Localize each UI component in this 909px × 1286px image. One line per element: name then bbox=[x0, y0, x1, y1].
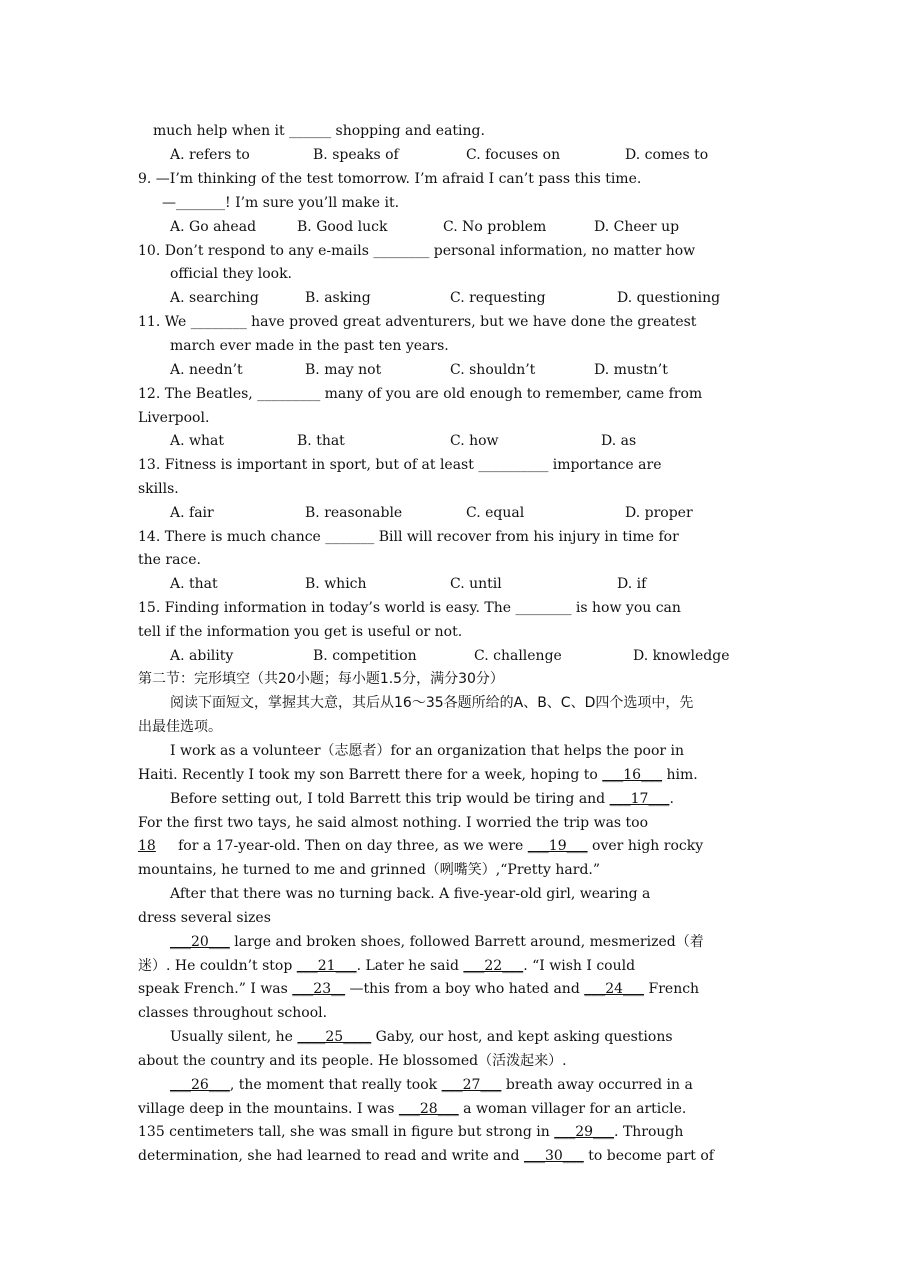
q13-option-d: D. proper bbox=[625, 505, 693, 521]
q9-option-a: A. Go ahead bbox=[170, 219, 257, 235]
blank-24: ___24___ bbox=[584, 981, 645, 997]
q11-option-d: D. mustn’t bbox=[594, 362, 668, 378]
q11-stem: 11. We ________ have proved great adventurers, but we have done the greatest bbox=[138, 314, 697, 330]
section2-instructions-line2: 出最佳选项。 bbox=[138, 719, 222, 735]
passage-text: large and broken shoes, followed Barrett around, mesmerized（着 bbox=[229, 934, 704, 950]
passage-text: breath away occurred in a bbox=[501, 1077, 693, 1093]
passage-text: . bbox=[669, 791, 674, 807]
passage-line bbox=[138, 765, 698, 785]
passage-text: village deep in the mountains. I was bbox=[138, 1101, 399, 1117]
q11-stem-line2: march ever made in the past ten years. bbox=[170, 338, 449, 354]
q8-option-a: A. refers to bbox=[170, 147, 250, 163]
blank-25: ____25____ bbox=[297, 1029, 372, 1045]
q12-option-a: A. what bbox=[170, 433, 224, 449]
q8-option-c: C. focuses on bbox=[466, 147, 561, 163]
passage-line bbox=[138, 979, 699, 999]
passage-line bbox=[138, 836, 703, 856]
q13-stem: 13. Fitness is important in sport, but of at least __________ importance are bbox=[138, 457, 662, 473]
q13-option-b: B. reasonable bbox=[305, 505, 403, 521]
q10-option-a: A. searching bbox=[170, 290, 259, 306]
blank-26: ___26___ bbox=[170, 1077, 230, 1093]
blank-21: ___21___ bbox=[296, 958, 357, 974]
q15-option-c: C. challenge bbox=[474, 648, 562, 664]
blank-18: 18 bbox=[138, 838, 156, 854]
passage-line: I work as a volunteer（志愿者）for an organization that helps the poor in bbox=[170, 743, 685, 759]
q10-stem: 10. Don’t respond to any e-mails ________ personal information, no matter how bbox=[138, 243, 696, 259]
passage-text: for a 17-year-old. Then on day three, as we were bbox=[155, 838, 528, 854]
q12-stem-line2: Liverpool. bbox=[138, 410, 210, 426]
passage-text: . Later he said bbox=[356, 958, 464, 974]
q13-stem-line2: skills. bbox=[138, 481, 179, 497]
passage-line bbox=[170, 789, 674, 809]
passage-line: classes throughout school. bbox=[138, 1005, 328, 1021]
blank-27: ___27___ bbox=[441, 1077, 502, 1093]
passage-line bbox=[170, 1027, 673, 1047]
q9-stem-line2: —_______! I’m sure you’ll make it. bbox=[162, 195, 400, 211]
q9-option-c: C. No problem bbox=[443, 219, 547, 235]
passage-line bbox=[138, 1122, 683, 1142]
passage-line: For the first two tays, he said almost nothing. I worried the trip was too bbox=[138, 815, 649, 831]
q11-option-b: B. may not bbox=[305, 362, 382, 378]
passage-text: , the moment that really took bbox=[229, 1077, 442, 1093]
blank-19: ___19___ bbox=[527, 838, 588, 854]
passage-line: After that there was no turning back. A five-year-old girl, wearing a bbox=[170, 886, 651, 902]
blank-29: ___29___ bbox=[554, 1124, 615, 1140]
passage-text: 迷）. He couldn’t stop bbox=[138, 958, 297, 974]
passage-line bbox=[138, 1146, 714, 1166]
q8-continuation: much help when it ______ shopping and eating. bbox=[153, 123, 485, 139]
passage-text: —this from a boy who hated and bbox=[345, 981, 585, 997]
q15-option-b: B. competition bbox=[313, 648, 417, 664]
passage-text: Gaby, our host, and kept asking questions bbox=[371, 1029, 673, 1045]
passage-text: a woman villager for an article. bbox=[458, 1101, 687, 1117]
q9-stem: 9. —I’m thinking of the test tomorrow. I’m afraid I can’t pass this time. bbox=[138, 171, 642, 187]
q10-option-c: C. requesting bbox=[450, 290, 546, 306]
blank-17: ___17___ bbox=[609, 791, 670, 807]
section2-heading: 第二节：完形填空（共20小题；每小题1.5分，满分30分） bbox=[138, 671, 504, 687]
q13-option-c: C. equal bbox=[466, 505, 525, 521]
passage-text: 135 centimeters tall, she was small in figure but strong in bbox=[138, 1124, 555, 1140]
passage-line bbox=[138, 956, 635, 976]
passage-line: about the country and its people. He blossomed（活泼起来）. bbox=[138, 1053, 567, 1069]
passage-line bbox=[170, 1075, 693, 1095]
blank-23: ___23__ bbox=[292, 981, 346, 997]
q14-option-a: A. that bbox=[170, 576, 218, 592]
q13-option-a: A. fair bbox=[170, 505, 214, 521]
passage-text: Before setting out, I told Barrett this trip would be tiring and bbox=[170, 791, 610, 807]
passage-text: him. bbox=[662, 767, 698, 783]
q15-stem-line2: tell if the information you get is useful or not. bbox=[138, 624, 463, 640]
q14-option-b: B. which bbox=[305, 576, 367, 592]
q8-option-b: B. speaks of bbox=[313, 147, 399, 163]
blank-22: ___22___ bbox=[463, 958, 524, 974]
q12-stem: 12. The Beatles, _________ many of you are old enough to remember, came from bbox=[138, 386, 703, 402]
passage-text: French bbox=[644, 981, 700, 997]
blank-30: ___30___ bbox=[523, 1148, 584, 1164]
passage-text: . Through bbox=[614, 1124, 684, 1140]
q11-option-a: A. needn’t bbox=[170, 362, 243, 378]
passage-text: to become part of bbox=[583, 1148, 714, 1164]
passage-text: over high rocky bbox=[587, 838, 704, 854]
passage-text: Haiti. Recently I took my son Barrett there for a week, hoping to bbox=[138, 767, 603, 783]
q8-option-d: D. comes to bbox=[625, 147, 709, 163]
q9-option-b: B. Good luck bbox=[297, 219, 388, 235]
passage-text: speak French.” I was bbox=[138, 981, 293, 997]
q12-option-c: C. how bbox=[450, 433, 499, 449]
q14-option-c: C. until bbox=[450, 576, 502, 592]
section2-instructions: 阅读下面短文，掌握其大意，其后从16～35各题所给的A、B、C、D四个选项中，先 bbox=[170, 695, 694, 711]
q12-option-b: B. that bbox=[297, 433, 345, 449]
q15-stem: 15. Finding information in today’s world is easy. The ________ is how you can bbox=[138, 600, 681, 616]
q15-option-d: D. knowledge bbox=[633, 648, 730, 664]
q15-option-a: A. ability bbox=[170, 648, 234, 664]
q11-option-c: C. shouldn’t bbox=[450, 362, 536, 378]
passage-line: mountains, he turned to me and grinned（咧嘴笑）,“Pretty hard.” bbox=[138, 862, 601, 878]
passage-line bbox=[170, 932, 704, 952]
q10-option-d: D. questioning bbox=[617, 290, 721, 306]
q14-stem: 14. There is much chance _______ Bill will recover from his injury in time for bbox=[138, 529, 679, 545]
q14-stem-line2: the race. bbox=[138, 552, 201, 568]
passage-line: dress several sizes bbox=[138, 910, 271, 926]
blank-20: ___20___ bbox=[170, 934, 230, 950]
q14-option-d: D. if bbox=[617, 576, 647, 592]
passage-text: Usually silent, he bbox=[170, 1029, 298, 1045]
q10-stem-line2: official they look. bbox=[170, 266, 293, 282]
passage-text: . “I wish I could bbox=[523, 958, 636, 974]
q10-option-b: B. asking bbox=[305, 290, 371, 306]
q9-option-d: D. Cheer up bbox=[594, 219, 680, 235]
blank-16: ___16___ bbox=[602, 767, 663, 783]
blank-28: ___28___ bbox=[398, 1101, 459, 1117]
passage-text: determination, she had learned to read and write and bbox=[138, 1148, 524, 1164]
passage-line bbox=[138, 1099, 686, 1119]
q12-option-d: D. as bbox=[601, 433, 637, 449]
